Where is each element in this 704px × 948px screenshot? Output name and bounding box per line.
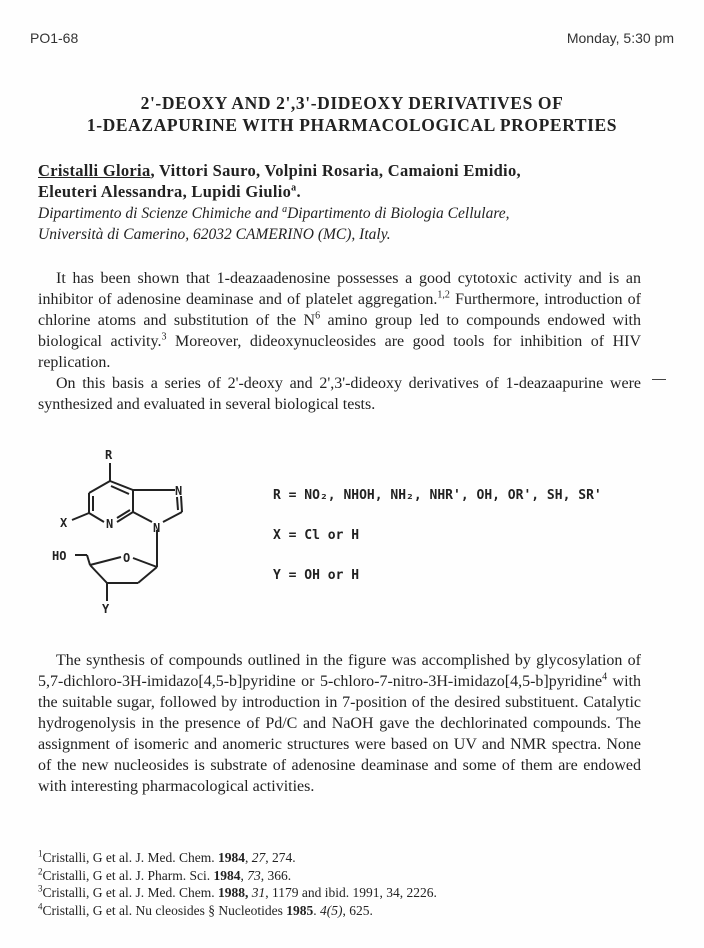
ref-volume: 4(5) xyxy=(319,902,343,918)
ref-number: 1 xyxy=(38,848,43,859)
authors-line-1: , Vittori Sauro, Volpini Rosaria, Camaioni Emidio, xyxy=(150,161,521,180)
authors-line-2: Eleuteri Alessandra, Lupidi Giulio xyxy=(38,182,292,201)
label-ho: HO xyxy=(52,549,67,563)
abstract-code: PO1-68 xyxy=(30,30,79,46)
intro-section xyxy=(38,268,641,415)
bond-n3-c3a xyxy=(133,512,152,522)
bond-c7a-c7 xyxy=(110,481,133,490)
citation-1-2: 1,2 xyxy=(437,289,450,301)
label-n1: N xyxy=(175,484,183,498)
ref-year: 1984 xyxy=(213,867,241,883)
authors-period: . xyxy=(296,182,301,201)
ref-year: 1984 xyxy=(217,850,245,865)
bond-c4-c5prime xyxy=(87,555,90,565)
ref-volume: 27 xyxy=(251,850,266,865)
ref-volume: 31 xyxy=(251,885,266,900)
ref-pages: , 366. xyxy=(260,867,292,883)
session-time: Monday, 5:30 pm xyxy=(566,30,674,46)
author-list xyxy=(38,160,678,202)
synthesis-paragraph xyxy=(38,650,641,797)
bond-n1-c2-double xyxy=(177,497,178,510)
margin-mark xyxy=(652,379,666,380)
ref-text: Cristalli, G et al. J. Med. Chem. xyxy=(42,885,218,900)
label-x: X xyxy=(60,516,68,530)
label-o-ring: O xyxy=(123,551,131,565)
ref-year: 1988, xyxy=(217,885,249,900)
bond-x xyxy=(72,513,89,520)
ref-number: 3 xyxy=(38,883,43,894)
bond-c1-o xyxy=(133,558,157,567)
affiliation-sup: a xyxy=(282,203,288,215)
structure-bonds xyxy=(72,463,182,601)
ref-pages: , 625. xyxy=(342,902,373,918)
reference-item xyxy=(38,884,437,902)
presenting-author: Cristalli Gloria xyxy=(38,161,151,180)
ref-text: Cristalli, G et al. J. Med. Chem. xyxy=(42,850,218,865)
bond-c7-c6 xyxy=(89,481,110,493)
intro-text-c: amino group led to compounds endowed with biological activity. xyxy=(38,312,641,350)
bond-c5-n4 xyxy=(89,513,104,522)
affiliation-dept-1: Dipartimento di Scienze Chimiche and xyxy=(38,205,283,222)
ref-year: 1985 xyxy=(286,902,314,918)
label-n4: N xyxy=(106,517,114,531)
ref-volume: 73 xyxy=(247,867,261,883)
citation-3: 3 xyxy=(161,331,167,343)
label-y: Y xyxy=(102,602,110,616)
substituent-x: X = Cl or H xyxy=(273,528,360,543)
intro-paragraph-2: On this basis a series of 2'-deoxy and 2',3'-dideoxy derivatives of 1-deazaapurine were synthesized and evaluated in several biological tests. xyxy=(38,375,641,413)
bond-c4-c3 xyxy=(90,565,107,583)
ref-pages: , 274. xyxy=(265,850,296,865)
title-line-2: 1-DEAZAPURINE WITH PHARMACOLOGICAL PROPERTIES xyxy=(86,115,618,135)
synthesis-text-a: The synthesis of compounds outlined in the figure was accomplished by glycosylation of 5,7-dichloro-3H-imidazo[4,5-b]pyridine or 5-chloro-7-nitro-3H-imidazo[4,5-b]pyridine xyxy=(38,652,641,690)
bond-c2-c1 xyxy=(138,567,157,583)
affiliation-dept-2: Dipartimento di Biologia Cellulare, xyxy=(287,205,510,222)
ref-pages: , 1179 and ibid. 1991, 34, 2226. xyxy=(265,885,437,900)
intro-text-d: Moreover, dideoxynucleosides are good tools for inhibition of HIV replication. xyxy=(38,333,642,371)
superscript-6: 6 xyxy=(315,310,321,322)
substituent-r: R = NO₂, NHOH, NH₂, NHR', OH, OR', SH, SR' xyxy=(273,488,602,503)
reference-item xyxy=(38,849,437,867)
substituent-legend xyxy=(273,488,602,608)
intro-text-b: Furthermore, introduction of chlorine atoms and substitution of the N xyxy=(38,291,642,329)
reference-item xyxy=(38,867,437,885)
bond-o-c4 xyxy=(90,557,121,565)
ref-text: Cristalli, G et al. J. Pharm. Sci. xyxy=(42,867,214,883)
synthesis-section xyxy=(38,650,641,797)
ref-sep: , xyxy=(240,867,248,883)
substituent-y: Y = OH or H xyxy=(273,568,360,583)
ref-sep: . xyxy=(313,902,320,918)
bond-c2-n3 xyxy=(163,512,182,522)
citation-4: 4 xyxy=(602,671,608,683)
reference-list xyxy=(38,849,437,919)
intro-paragraph-1 xyxy=(38,268,641,373)
affiliation-mark: a xyxy=(291,182,297,194)
ref-number: 4 xyxy=(38,901,43,911)
ref-sep: , xyxy=(244,850,252,865)
affiliation xyxy=(38,203,678,245)
structure-labels xyxy=(52,448,182,616)
title-line-1: 2'-DEOXY AND 2',3'-DIDEOXY DERIVATIVES OF xyxy=(140,93,564,113)
synthesis-text-b: with the suitable sugar, followed by introduction in 7-position of the desired substituent. Catalytic hydrogenolysis in the presence of Pd/C and NaOH gave the dechlorinated compounds. The assignment of isomeric and anomeric structures were based on UV and NMR spectra. None of the new nucleosides is substrate of adenosine deaminase and some of them are endowed with interesting pharmacological activities. xyxy=(38,673,641,795)
ref-number: 2 xyxy=(38,866,43,876)
intro-text-a: It has been shown that 1-deazaadenosine possesses a good cytotoxic activity and is an inhibitor of adenosine deaminase and of platelet aggregation. xyxy=(38,270,641,308)
bond-n1-c2 xyxy=(181,496,182,512)
affiliation-address: Università di Camerino, 62032 CAMERINO (MC), Italy. xyxy=(38,226,391,243)
label-r: R xyxy=(105,448,113,462)
paper-title xyxy=(0,92,704,136)
reference-item xyxy=(38,902,437,920)
label-n3: N xyxy=(153,521,161,535)
ref-text: Cristalli, G et al. Nu cleosides § Nucleotides xyxy=(42,902,287,918)
